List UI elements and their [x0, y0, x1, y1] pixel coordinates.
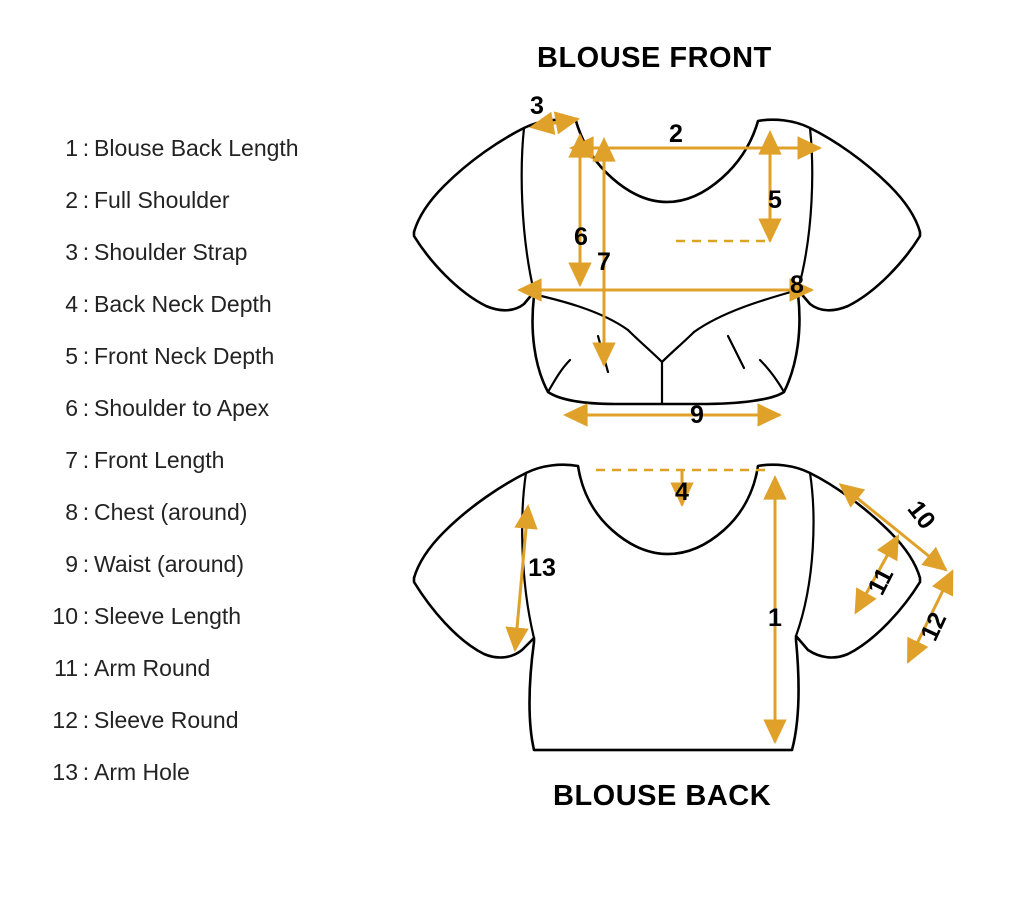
marker-8: 8 — [790, 271, 804, 299]
legend-number: 13 — [52, 759, 78, 785]
blouse-back-title: BLOUSE BACK — [553, 780, 772, 812]
legend-label: Arm Round — [94, 655, 211, 681]
legend-number: 11 — [54, 655, 78, 681]
legend-separator: : — [82, 655, 90, 681]
legend-label: Shoulder to Apex — [94, 395, 270, 421]
legend-separator: : — [82, 187, 90, 213]
marker-10: 10 — [901, 495, 941, 535]
legend-label: Back Neck Depth — [94, 291, 272, 317]
legend-separator: : — [82, 499, 90, 525]
legend-label: Shoulder Strap — [94, 239, 248, 265]
blouse-back-outline — [414, 465, 920, 750]
marker-9: 9 — [690, 401, 704, 429]
marker-5: 5 — [768, 186, 782, 214]
legend-number: 12 — [52, 707, 78, 733]
legend-separator: : — [82, 395, 90, 421]
legend-number: 4 — [65, 291, 78, 317]
legend-number: 6 — [65, 395, 78, 421]
legend-number: 2 — [65, 187, 78, 213]
legend-separator: : — [82, 343, 90, 369]
blouse-front-outline — [414, 120, 920, 404]
legend-label: Full Shoulder — [94, 187, 230, 213]
legend-label: Arm Hole — [94, 759, 190, 785]
marker-12: 12 — [915, 608, 953, 646]
marker-7: 7 — [597, 248, 611, 276]
marker-6: 6 — [574, 223, 588, 251]
legend-number: 1 — [65, 135, 78, 161]
legend-label: Blouse Back Length — [94, 135, 299, 161]
blouse-front-title: BLOUSE FRONT — [537, 42, 772, 74]
legend-separator: : — [82, 291, 90, 317]
legend-number: 8 — [65, 499, 78, 525]
legend-number: 3 — [65, 239, 78, 265]
legend-number: 5 — [65, 343, 78, 369]
legend-label: Front Length — [94, 447, 225, 473]
legend-separator: : — [82, 603, 90, 629]
legend-label: Sleeve Length — [94, 603, 242, 629]
marker-3: 3 — [530, 92, 544, 120]
legend-label: Chest (around) — [94, 499, 248, 525]
legend-separator: : — [82, 759, 90, 785]
legend-label: Sleeve Round — [94, 707, 239, 733]
legend-separator: : — [82, 135, 90, 161]
marker-2: 2 — [669, 120, 683, 148]
legend-number: 9 — [65, 551, 78, 577]
legend-label: Waist (around) — [94, 551, 244, 577]
marker-13: 13 — [528, 554, 556, 582]
marker-1: 1 — [768, 604, 782, 632]
marker-4: 4 — [675, 478, 689, 506]
legend-number: 10 — [52, 603, 78, 629]
legend-separator: : — [82, 239, 90, 265]
legend-separator: : — [82, 447, 90, 473]
legend-number: 7 — [65, 447, 78, 473]
legend-separator: : — [82, 707, 90, 733]
legend-separator: : — [82, 551, 90, 577]
legend-label: Front Neck Depth — [94, 343, 275, 369]
marker-11: 11 — [862, 563, 900, 600]
